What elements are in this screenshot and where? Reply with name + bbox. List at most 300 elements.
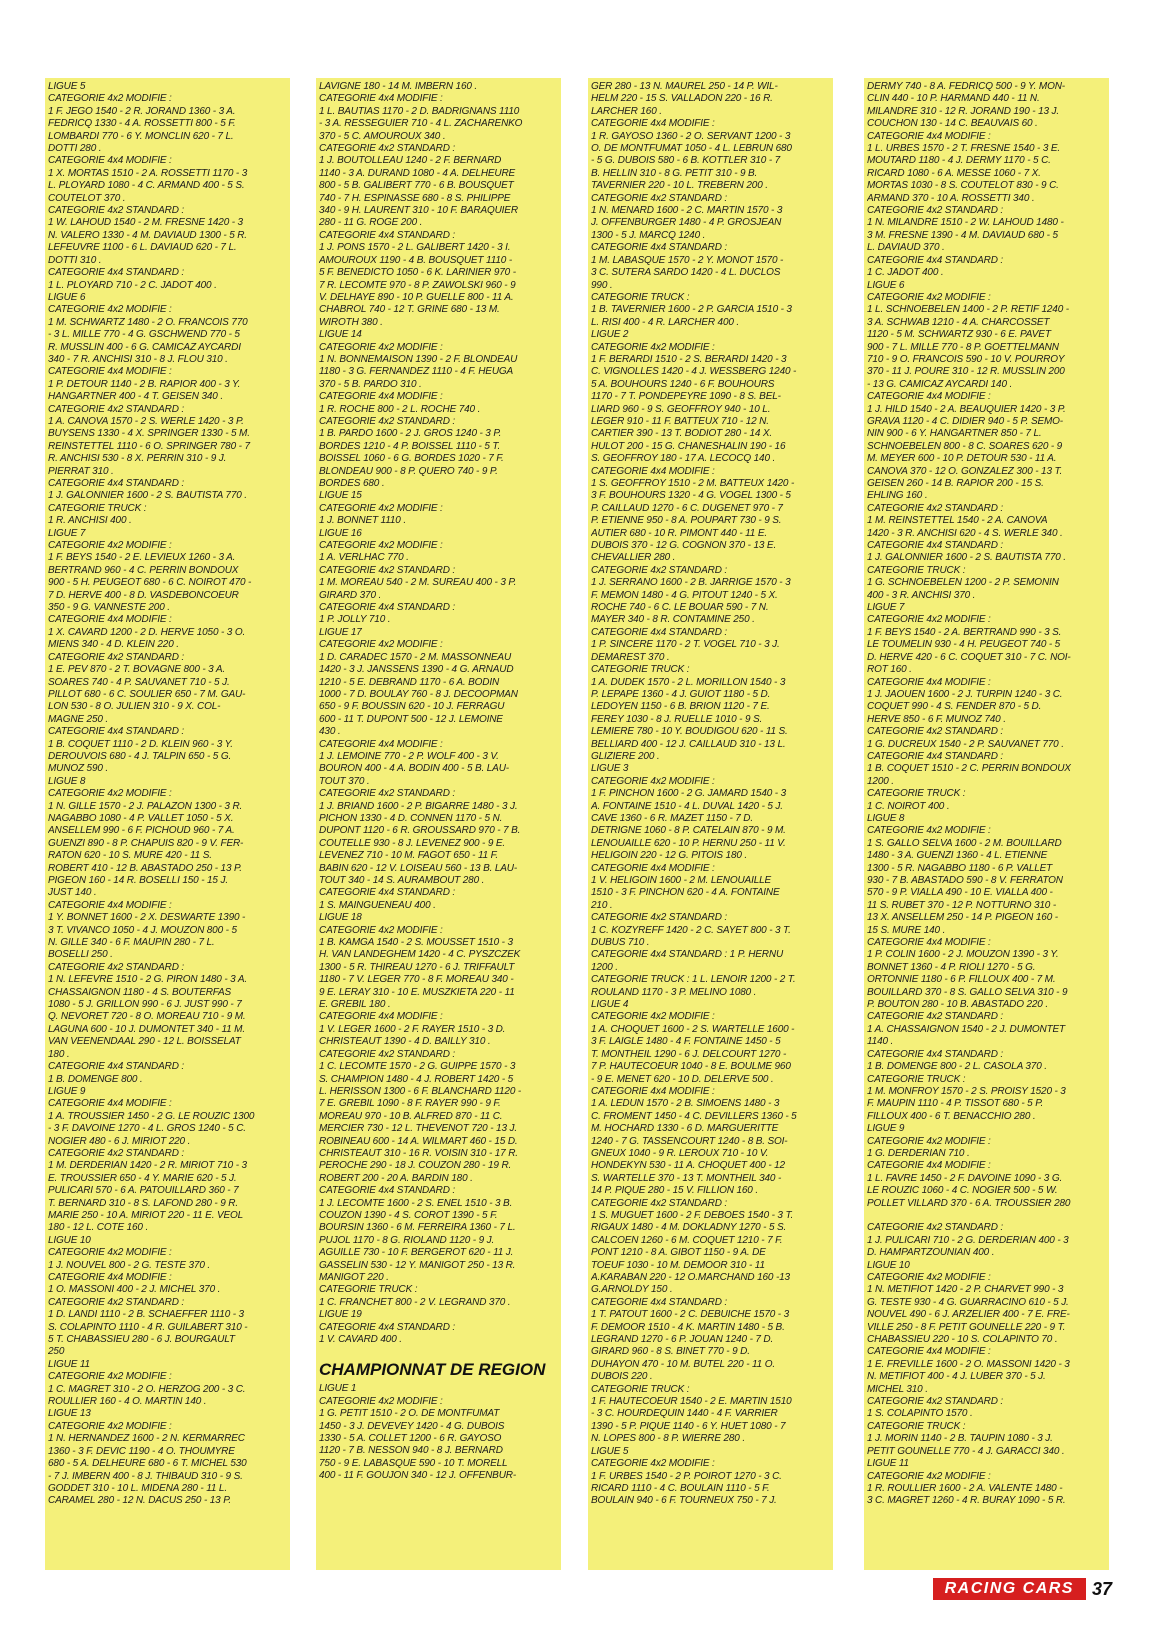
result-line: 680 - 5 A. DELHEURE 680 - 6 T. MICHEL 530 [48, 1458, 247, 1470]
result-line: LEVENEZ 710 - 10 M. FAGOT 650 - 11 F. [319, 850, 498, 862]
result-line: MOREAU 970 - 10 B. ALFRED 870 - 11 C. [319, 1110, 503, 1122]
result-line: DOTTI 280 . [48, 143, 102, 155]
result-line: ORTONNIE 1180 - 6 P. FILLOUX 400 - 7 M. [867, 974, 1056, 986]
result-line: PONT 1210 - 8 A. GIBOT 1150 - 9 A. DE [591, 1247, 766, 1259]
result-line: 180 - 12 L. COTE 160 . [48, 1222, 149, 1234]
result-line: CHEVALLIER 280 . [591, 552, 676, 564]
result-line: N. VALERO 1330 - 4 M. DAVIAUD 1300 - 5 R. [48, 229, 247, 241]
result-line: PIERRAT 310 . [48, 465, 114, 477]
result-line: 1 C. JADOT 400 . [867, 267, 944, 279]
result-line: CATEGORIE 4x4 MODIFIE : [319, 1011, 443, 1023]
result-line: PIGEON 160 - 14 R. BOSELLI 150 - 15 J. [48, 875, 228, 886]
result-line: CATEGORIE 4x4 MODIFIE : [48, 1098, 172, 1110]
result-line: TOEUF 1030 - 10 M. DEMOOR 310 - 11 [591, 1259, 765, 1271]
result-line: 11 S. RUBET 370 - 12 P. NOTTURNO 310 - [867, 899, 1056, 911]
result-line: - 3 F. DAVOINE 1270 - 4 L. GROS 1240 - 5 C. [48, 1123, 246, 1135]
result-line: S. WARTELLE 370 - 13 T. MONTHEIL 340 - [591, 1172, 782, 1184]
result-line: 750 - 9 E. LABASQUE 590 - 10 T. MORELL [319, 1457, 508, 1469]
result-line: MOUTARD 1180 - 4 J. DERMY 1170 - 5 C. [867, 155, 1051, 167]
result-line: 1 B. COQUET 1110 - 2 D. KLEIN 960 - 3 Y. [48, 738, 233, 750]
result-line: 1 J. JAOUEN 1600 - 2 J. TURPIN 1240 - 3 C. [867, 688, 1063, 700]
result-line: CATEGORIE 4x2 MODIFIE : [319, 924, 443, 936]
result-line: HONDEKYN 530 - 11 A. CHOQUET 400 - 12 [591, 1160, 785, 1172]
result-line: LIGUE 8 [867, 812, 905, 824]
column-4-lines [867, 81, 1106, 1508]
result-line: BLONDEAU 900 - 8 P. QUERO 740 - 9 P. [319, 465, 498, 477]
result-line: 1420 - 3 R. ANCHISI 620 - 4 S. WERLE 340 . [867, 527, 1063, 539]
result-line: 1 P. SINCERE 1170 - 2 T. VOGEL 710 - 3 J. [591, 639, 780, 651]
result-line: LEMIERE 780 - 10 Y. BOUDIGOU 620 - 11 S. [591, 726, 788, 738]
result-line: BABIN 620 - 12 V. LOISEAU 560 - 13 B. LAU- [319, 862, 518, 874]
result-line: S. GEOFFROY 180 - 17 A. LECOCQ 140 . [591, 453, 776, 465]
result-line: 430 . [319, 726, 341, 738]
result-line: 1140 - 3 A. DURAND 1080 - 4 A. DELHEURE [319, 167, 516, 179]
result-line: CATEGORIE 4x2 MODIFIE : [867, 825, 991, 837]
result-line: N. GILLE 340 - 6 F. MAUPIN 280 - 7 L. [48, 937, 215, 949]
result-line: T. BERNARD 310 - 8 S. LAFOND 280 - 9 R. [48, 1197, 238, 1209]
result-line: C. VIGNOLLES 1420 - 4 J. WESSBERG 1240 - [591, 366, 797, 378]
result-line: 250 [48, 1346, 65, 1358]
result-line: CATEGORIE 4x2 STANDARD : [867, 1222, 1004, 1234]
result-line: 5 F. BENEDICTO 1050 - 6 K. LARINIER 970 - [319, 267, 516, 279]
result-line: 1200 . [591, 961, 618, 973]
result-line: LIGUE 14 [319, 329, 362, 341]
result-line: - 7 J. IMBERN 400 - 8 J. THIBAUD 310 - 9 S. [48, 1470, 243, 1482]
result-line: 1080 - 5 J. GRILLON 990 - 6 J. JUST 990 - 7 [48, 999, 242, 1011]
result-line: MERCIER 730 - 12 L. THEVENOT 720 - 13 J. [319, 1123, 517, 1135]
result-line: 1 D. LANDI 1110 - 2 B. SCHAEFFER 1110 - 3 [48, 1309, 244, 1321]
result-line: CATEGORIE 4x4 STANDARD : [48, 267, 185, 279]
result-line: CATEGORIE 4x4 STANDARD : [591, 626, 728, 638]
result-line: 1 F. BEYS 1540 - 2 E. LEVIEUX 1260 - 3 A. [48, 552, 236, 564]
column-2-after-lines [319, 1383, 558, 1482]
result-line: CATEGORIE TRUCK : 1 L. LENOIR 1200 - 2 T. [591, 974, 796, 986]
result-line: 1240 - 7 G. TASSENCOURT 1240 - 8 B. SOI- [591, 1135, 788, 1147]
result-line: 1 S. GALLO SELVA 1600 - 2 M. BOUILLARD [867, 837, 1062, 849]
result-line: 1 P. COLIN 1600 - 2 J. MOUZON 1390 - 3 Y. [867, 949, 1059, 961]
result-line: CATEGORIE 4x2 STANDARD : [48, 205, 185, 217]
result-line: 1 R. GAYOSO 1360 - 2 O. SERVANT 1200 - 3 [591, 130, 791, 142]
result-line: 1 J. LEMOINE 770 - 2 P. WOLF 400 - 3 V. [319, 750, 499, 762]
result-line: CATEGORIE TRUCK : [867, 564, 966, 576]
result-line: CATEGORIE 4x2 MODIFIE : [591, 341, 715, 353]
result-line: 1330 - 5 A. COLLET 1200 - 6 R. GAYOSO [319, 1433, 502, 1445]
result-line: 1 N. MILANDRE 1510 - 2 W. LAHOUD 1480 - [867, 217, 1064, 229]
result-line: 900 - 5 H. PEUGEOT 680 - 6 C. NOIROT 470 - [48, 577, 252, 589]
result-line: CATEGORIE 4x2 MODIFIE : [319, 502, 443, 514]
result-line: LIGUE 11 [867, 1458, 909, 1470]
result-line: 1 F. JEGO 1540 - 2 R. JORAND 1360 - 3 A. [48, 105, 236, 117]
result-line: 370 - 5 B. PARDO 310 . [319, 378, 422, 390]
result-line: CARAMEL 280 - 12 N. DACUS 250 - 13 P. [48, 1495, 232, 1507]
result-line: 990 . [591, 279, 613, 291]
result-line: CATEGORIE 4x2 STANDARD : [867, 726, 1004, 738]
result-line: DUBUS 710 . [591, 937, 650, 949]
result-line: LIGUE 10 [867, 1259, 910, 1271]
result-line: 1 L. URBES 1570 - 2 T. FRESNE 1540 - 3 E. [867, 143, 1061, 155]
result-line: LIGUE 6 [48, 291, 86, 303]
result-line: CATEGORIE 4x4 STANDARD : [591, 242, 728, 254]
result-line: 1 R. ROCHE 800 - 2 L. ROCHE 740 . [319, 403, 481, 415]
result-line: 15 S. MURE 140 . [867, 924, 946, 936]
result-line: BERTRAND 960 - 4 C. PERRIN BONDOUX [48, 564, 239, 576]
result-line: GASSELIN 530 - 12 Y. MANIGOT 250 - 13 R. [319, 1259, 516, 1271]
result-line: LIGUE 9 [48, 1085, 86, 1097]
result-line: J. OFFENBURGER 1480 - 4 P. GROSJEAN [591, 217, 782, 229]
result-line: CARTIER 390 - 13 T. BODIOT 280 - 14 X. [591, 428, 773, 440]
result-line: COQUET 990 - 4 S. FENDER 870 - 5 D. [867, 701, 1042, 713]
result-line: CATEGORIE 4x2 MODIFIE : [48, 1247, 172, 1259]
result-line: CATEGORIE 4x4 STANDARD : [867, 540, 1004, 552]
result-line: LIGUE 17 [319, 626, 362, 638]
result-line: LIGUE 15 [319, 490, 362, 502]
result-line: 1 N. METIFIOT 1420 - 2 P. CHARVET 990 - 3 [867, 1284, 1064, 1296]
result-line: LE TOUMELIN 930 - 4 H. PEUGEOT 740 - 5 [867, 639, 1061, 651]
result-line: GRAVA 1120 - 4 C. DIDIER 940 - 5 P. SEMO- [867, 415, 1063, 427]
result-line: E. TROUSSIER 650 - 4 Y. MARIE 620 - 5 J. [48, 1172, 237, 1184]
result-line: LIGUE 13 [48, 1408, 91, 1420]
result-line: 14 P. PIQUE 280 - 15 V. FILLION 160 . [591, 1185, 758, 1197]
result-line: N. METIFIOT 400 - 4 J. LUBER 370 - 5 J. [867, 1371, 1046, 1383]
result-line: CATEGORIE 4x2 STANDARD : [48, 651, 185, 663]
result-line: 1 S. MUGUET 1600 - 2 F. DEBOES 1540 - 3 T. [591, 1209, 794, 1221]
result-line: 1 V. LEGER 1600 - 2 F. RAYER 1510 - 3 D. [319, 1023, 506, 1035]
result-line: PULICARI 570 - 6 A. PATOUILLARD 360 - 7 [48, 1185, 239, 1197]
result-line: BOURSIN 1360 - 6 M. FERREIRA 1360 - 7 L. [319, 1222, 516, 1234]
result-line: Q. NEVORET 720 - 8 O. MOREAU 710 - 9 M. [48, 1011, 246, 1023]
result-line: 1 J. PULICARI 710 - 2 G. DERDERIAN 400 - 3 [867, 1234, 1069, 1246]
result-line: O. DE MONTFUMAT 1050 - 4 L. LEBRUN 680 [591, 143, 792, 155]
result-line: 1180 - 7 V. LEGER 770 - 8 F. MOREAU 340 - [319, 974, 514, 986]
result-line: CATEGORIE 4x4 MODIFIE : [48, 899, 172, 911]
result-line: 400 - 3 R. ANCHISI 370 . [867, 589, 976, 601]
result-line: CATEGORIE 4x2 MODIFIE : [867, 1135, 991, 1147]
result-line: CATEGORIE 4x4 MODIFIE : [867, 391, 991, 403]
result-line: CATEGORIE 4x4 STANDARD : [867, 1048, 1004, 1060]
result-line: 1 Y. BONNET 1600 - 2 X. DESWARTE 1390 - [48, 912, 246, 924]
result-line: F. DEMOOR 1510 - 4 K. MARTIN 1480 - 5 B. [591, 1321, 785, 1333]
result-line: 1 T. PATOUT 1600 - 2 C. DEBUICHE 1570 - 3 [591, 1309, 790, 1321]
result-line: CATEGORIE 4x4 MODIFIE : [48, 366, 172, 378]
result-line: LIGUE 5 [591, 1445, 629, 1457]
result-line: ROULLIER 160 - 4 O. MARTIN 140 . [48, 1396, 207, 1408]
result-line: 1180 - 3 G. FERNANDEZ 1110 - 4 F. HEUGA [319, 366, 514, 378]
result-line: CATEGORIE 4x4 STANDARD : 1 P. HERNU [591, 949, 784, 961]
result-line: CATEGORIE 4x4 MODIFIE : [48, 614, 172, 626]
result-line: 1 J. BRIAND 1600 - 2 P. BIGARRE 1480 - 3 J. [319, 800, 518, 812]
result-line: 1 C. KOZYREFF 1420 - 2 C. SAYET 800 - 3 T. [591, 924, 791, 936]
result-line: M. HOCHARD 1330 - 6 D. MARGUERITTE [591, 1123, 779, 1135]
result-line: LIGUE 18 [319, 912, 362, 924]
result-line: HANGARTNER 400 - 4 T. GEISEN 340 . [48, 391, 223, 403]
result-line: CATEGORIE 4x2 MODIFIE : [319, 540, 443, 552]
result-line: NOUVEL 490 - 6 J. ARZELIER 400 - 7 E. FRE- [867, 1309, 1070, 1321]
result-line: 1 F. PINCHON 1600 - 2 G. JAMARD 1540 - 3 [591, 788, 787, 800]
result-line: CATEGORIE 4x4 STANDARD : [48, 1061, 185, 1073]
result-line: D. HAMPARTZOUNIAN 400 . [867, 1247, 995, 1259]
result-line: B. HELLIN 310 - 8 G. PETIT 310 - 9 B. [591, 167, 758, 179]
result-line: CATEGORIE 4x4 STANDARD : [867, 750, 1004, 762]
result-line: DUBOIS 370 - 12 G. COGNON 370 - 13 E. [591, 540, 777, 552]
result-line: LIGUE 6 [867, 279, 905, 291]
result-line: DEROUVOIS 680 - 4 J. TALPIN 650 - 5 G. [48, 750, 232, 762]
result-line: CHRISTEAUT 310 - 16 R. VOISIN 310 - 17 R. [319, 1147, 518, 1159]
result-line: 1 G. SCHNOEBELEN 1200 - 2 P. SEMONIN [867, 577, 1059, 589]
result-line: ROBERT 200 - 20 A. BARDIN 180 . [319, 1172, 473, 1184]
result-line: 1300 - 5 R. NAGABBO 1180 - 6 P. VALLET [867, 862, 1053, 874]
result-line: CATEGORIE 4x4 STANDARD : [48, 726, 185, 738]
result-line: 370 - 5 C. AMOUROUX 340 . [319, 130, 446, 142]
result-line: DUHAYON 470 - 10 M. BUTEL 220 - 11 O. [591, 1358, 775, 1370]
result-line: TAVERNIER 220 - 10 L. TREBERN 200 . [591, 180, 768, 192]
result-line: CATEGORIE 4x2 MODIFIE : [867, 1272, 991, 1283]
result-line: TOUT 370 . [319, 775, 370, 787]
result-line: 1 J. HILD 1540 - 2 A. BEAUQUIER 1420 - 3 P. [867, 403, 1066, 415]
result-line: P. BOUTON 280 - 10 B. ABASTADO 220 . [867, 999, 1048, 1011]
result-line: COUCHON 130 - 14 C. BEAUVAIS 60 . [867, 118, 1038, 130]
result-line: BONNET 1360 - 4 P. RIOLI 1270 - 5 G. [867, 961, 1036, 973]
result-line: LEFEUVRE 1100 - 6 L. DAVIAUD 620 - 7 L. [48, 242, 237, 254]
result-line: CATEGORIE 4x4 MODIFIE : [867, 130, 991, 142]
result-line: NIN 900 - 6 Y. HANGARTNER 850 - 7 L. [867, 428, 1042, 440]
result-line: LIGUE 1 [319, 1383, 357, 1395]
result-line: 1300 - 5 J. MARCQ 1240 . [591, 229, 706, 241]
result-line: DETRIGNE 1060 - 8 P. CATELAIN 870 - 9 M. [591, 825, 786, 837]
result-line: GEISEN 260 - 14 B. RAPIOR 200 - 15 S. [867, 478, 1044, 489]
result-line: CATEGORIE 4x2 MODIFIE : [591, 1458, 715, 1470]
result-line: CATEGORIE 4x2 STANDARD : [867, 1396, 1004, 1408]
result-line: 650 - 9 F. BOUSSIN 620 - 10 J. FERRAGU [319, 701, 505, 713]
result-line: 1 M. MOREAU 540 - 2 M. SUREAU 400 - 3 P. [319, 577, 517, 589]
result-line: 7 R. LECOMTE 970 - 8 P. ZAWOLSKI 960 - 9 [319, 279, 516, 291]
result-line: V. DELHAYE 890 - 10 P. GUELLE 800 - 11 A. [319, 291, 514, 303]
result-line: 1 S. MAINGUENEAU 400 . [319, 899, 436, 911]
result-line: CATEGORIE 4x4 STANDARD : [319, 1185, 456, 1197]
result-line: C. FROMENT 1450 - 4 C. DEVILLERS 1360 - 5 [591, 1110, 797, 1122]
result-line: 1420 - 3 J. JANSSENS 1390 - 4 G. ARNAUD [319, 664, 514, 676]
result-line: 1 M. MONFROY 1570 - 2 S. PROISY 1520 - 3 [867, 1085, 1066, 1097]
result-line: MORTAS 1030 - 8 S. COUTELOT 830 - 9 C. [867, 180, 1059, 192]
result-line: LIGUE 10 [48, 1234, 91, 1246]
result-line: TOUT 340 - 14 S. AURAMBOUT 280 . [319, 875, 485, 886]
result-line: 1 B. DOMENGE 800 - 2 L. CASOLA 370 . [867, 1061, 1047, 1073]
result-line: CATEGORIE 4x4 MODIFIE : [591, 465, 715, 477]
result-line: CATEGORIE 4x2 MODIFIE : [48, 304, 172, 316]
result-line: CATEGORIE TRUCK : [319, 1284, 418, 1296]
result-line: 1 E. FREVILLE 1600 - 2 O. MASSONI 1420 - 3 [867, 1358, 1070, 1370]
result-line: 1 J. BONNET 1110 . [319, 515, 406, 527]
result-line: 3 C. MAGRET 1260 - 4 R. BURAY 1090 - 5 R. [867, 1495, 1066, 1507]
result-line: CATEGORIE 4x4 MODIFIE : [867, 676, 991, 688]
result-line: WIROTH 380 . [319, 316, 383, 328]
result-line: R. ANCHISI 530 - 8 X. PERRIN 310 - 9 J. [48, 453, 227, 465]
result-line: CALCOEN 1260 - 6 M. COQUET 1210 - 7 F. [591, 1234, 783, 1246]
result-line: RICARD 1080 - 6 A. MESSE 1060 - 7 X. [867, 167, 1041, 179]
result-line: 400 - 11 F. GOUJON 340 - 12 J. OFFENBUR- [319, 1470, 517, 1482]
result-line: NAGABBO 1080 - 4 P. VALLET 1050 - 5 X. [48, 812, 234, 824]
result-line: 1360 - 3 F. DEVIC 1190 - 4 O. THOUMYRE [48, 1445, 235, 1457]
result-line: CATEGORIE 4x2 STANDARD : [48, 1296, 185, 1308]
result-line: 1 N. HERNANDEZ 1600 - 2 N. KERMARREC [48, 1433, 245, 1445]
result-line: CATEGORIE 4x4 MODIFIE : [591, 1085, 715, 1097]
result-line: 1 W. LAHOUD 1540 - 2 M. FRESNE 1420 - 3 [48, 217, 243, 229]
result-line: 570 - 9 P. VIALLA 490 - 10 E. VIALLA 400 - [867, 887, 1053, 899]
result-line: LIGUE 7 [48, 527, 86, 539]
result-line: CATEGORIE TRUCK : [867, 788, 966, 800]
result-line: 1 R. ROULLIER 1600 - 2 A. VALENTE 1480 - [867, 1482, 1063, 1494]
result-line: REINSTETTEL 1110 - 6 O. SPRINGER 780 - 7 [48, 440, 250, 452]
result-line: JUST 140 . [48, 887, 97, 899]
result-line: GIRARD 370 . [319, 589, 382, 601]
result-line: HELIGOIN 220 - 12 G. PITOIS 180 . [591, 850, 748, 862]
result-line: GIRARD 960 - 8 S. BINET 770 - 9 D. [591, 1346, 750, 1358]
result-line: MUNOZ 590 . [48, 763, 109, 775]
result-line: CATEGORIE 4x4 STANDARD : [48, 478, 185, 489]
result-line: CATEGORIE 4x2 MODIFIE : [591, 775, 715, 787]
result-line: MAGNE 250 . [48, 713, 109, 725]
result-line: LEGER 910 - 11 F. BATTEUX 710 - 12 N. [591, 415, 769, 427]
result-line: CATEGORIE 4x2 STANDARD : [319, 143, 456, 155]
result-line: LIGUE 3 [591, 763, 629, 775]
result-line: VAN VEENENDAAL 290 - 12 L. BOISSELAT [48, 1036, 241, 1048]
result-line: CATEGORIE 4x2 STANDARD : [319, 415, 456, 427]
result-line: 3 F. BOUHOURS 1320 - 4 G. VOGEL 1300 - 5 [591, 490, 791, 502]
result-line: LIGUE 2 [591, 329, 629, 341]
result-line: CATEGORIE 4x4 STANDARD : [319, 229, 456, 241]
result-line: 1 D. CARADEC 1570 - 2 M. MASSONNEAU [319, 651, 512, 663]
result-line: CATEGORIE 4x4 MODIFIE : [867, 1346, 991, 1358]
result-line: LOMBARDI 770 - 6 Y. MONCLIN 620 - 7 L. [48, 130, 234, 142]
result-line: 1 F. HAUTECOEUR 1540 - 2 E. MARTIN 1510 [591, 1396, 792, 1408]
result-line: ROCHE 740 - 6 C. LE BOUAR 590 - 7 N. [591, 602, 769, 614]
result-line: LIGUE 4 [591, 999, 629, 1011]
result-line: 1 J. LECOMTE 1600 - 2 S. ENEL 1510 - 3 B. [319, 1197, 513, 1209]
result-line: 1 B. KAMGA 1540 - 2 S. MOUSSET 1510 - 3 [319, 937, 513, 949]
result-line: 3 A. SCHWAB 1210 - 4 A. CHARCOSSET [867, 316, 1050, 328]
result-line: CATEGORIE 4x2 STANDARD : [867, 502, 1004, 514]
result-line: CATEGORIE 4x2 MODIFIE : [48, 540, 172, 552]
result-line: CATEGORIE 4x2 MODIFIE : [591, 1011, 715, 1023]
result-line: 1 M. SCHWARTZ 1480 - 2 O. FRANCOIS 770 [48, 316, 248, 328]
result-line: 1 E. PEV 870 - 2 T. BOVAGNE 800 - 3 A. [48, 664, 225, 676]
result-line: 1 N. GILLE 1570 - 2 J. PALAZON 1300 - 3 R. [48, 800, 243, 812]
result-line: LIGUE 9 [867, 1123, 905, 1135]
result-line: SCHNOEBELEN 800 - 8 C. SOARES 620 - 9 [867, 440, 1063, 452]
result-line: L. RISI 400 - 4 R. LARCHER 400 . [591, 316, 740, 328]
result-line: 1 F. URBES 1540 - 2 P. POIROT 1270 - 3 C. [591, 1470, 782, 1482]
result-line: 180 . [48, 1048, 70, 1060]
result-line: EHLING 160 . [867, 490, 928, 502]
result-line: 1 B. TAVERNIER 1600 - 2 P. GARCIA 1510 - 3 [591, 304, 792, 316]
result-line: MANIGOT 220 . [319, 1272, 389, 1283]
result-line: CATEGORIE 4x4 STANDARD : [319, 1321, 456, 1333]
result-line: 600 - 11 T. DUPONT 500 - 12 J. LEMOINE [319, 713, 503, 725]
result-line: LIGUE 5 [48, 81, 86, 92]
result-line: COUTELOT 370 . [48, 192, 126, 204]
result-line: 1 S. GEOFFROY 1510 - 2 M. BATTEUX 1420 - [591, 478, 795, 489]
result-line: 1450 - 3 J. DEVEVEY 1420 - 4 G. DUBOIS [319, 1420, 505, 1432]
result-line: 7 D. HERVE 400 - 8 D. VASDEBONCOEUR [48, 589, 239, 601]
result-line: CATEGORIE 4x2 STANDARD : [591, 1197, 728, 1209]
result-line: CATEGORIE TRUCK : [867, 1073, 966, 1085]
result-line: LIGUE 8 [48, 775, 86, 787]
result-line: CATEGORIE TRUCK : [591, 291, 690, 303]
result-line: CATEGORIE 4x4 MODIFIE : [867, 937, 991, 949]
result-line: AUTIER 680 - 10 R. PIMONT 440 - 11 E. [591, 527, 767, 539]
result-line: 1390 - 5 P. PIQUE 1140 - 6 Y. HUET 1080 - 7 [591, 1420, 786, 1432]
result-line: - 3 A. RESSEGUIER 710 - 4 L. ZACHARENKO [319, 118, 523, 130]
result-line: CATEGORIE 4x2 STANDARD : [867, 205, 1004, 217]
result-line: T. MONTHEIL 1290 - 6 J. DELCOURT 1270 - [591, 1048, 787, 1060]
result-line: CLIN 440 - 10 P. HARMAND 440 - 11 N. [867, 93, 1040, 105]
result-line: 1 L. BAUTIAS 1170 - 2 D. BADRIGNANS 1110 [319, 105, 520, 117]
result-line: CATEGORIE 4x4 STANDARD : [591, 1296, 728, 1308]
result-line: N. LOPES 800 - 8 P. WIERRE 280 . [591, 1433, 745, 1445]
result-line: LIARD 960 - 9 S. GEOFFROY 940 - 10 L. [591, 403, 771, 415]
result-line: GODDET 310 - 10 L. MIDENA 280 - 11 L. [48, 1482, 227, 1494]
result-line: DUBOIS 220 . [591, 1371, 653, 1383]
result-line: 1 P. JOLLY 710 . [319, 614, 391, 626]
result-line: - 5 G. DUBOIS 580 - 6 B. KOTTLER 310 - 7 [591, 155, 781, 167]
result-line: CATEGORIE 4x2 MODIFIE : [319, 341, 443, 353]
result-line: MIENS 340 - 4 D. KLEIN 220 . [48, 639, 179, 651]
result-line: CATEGORIE 4x2 MODIFIE : [867, 291, 991, 303]
result-line: CATEGORIE 4x4 STANDARD : [867, 254, 1004, 266]
result-line: LAGUNA 600 - 10 J. DUMONTET 340 - 11 M. [48, 1023, 245, 1035]
result-line: CATEGORIE 4x4 MODIFIE : [48, 155, 172, 167]
result-line: 5 A. BOUHOURS 1240 - 6 F. BOUHOURS [591, 378, 775, 390]
result-line: 800 - 5 B. GALIBERT 770 - 6 B. BOUSQUET [319, 180, 514, 192]
result-line: HULOT 200 - 15 G. CHANESHALIN 190 - 16 [591, 440, 786, 452]
result-line: LARCHER 160 . [591, 105, 662, 117]
result-line: SOARES 740 - 4 P. SAUVANET 710 - 5 J. [48, 676, 230, 688]
results-column-3 [588, 78, 833, 1570]
result-line: 1 J. MORIN 1140 - 2 B. TAUPIN 1080 - 3 J. [867, 1433, 1053, 1445]
result-line: LIGUE 7 [867, 602, 905, 614]
result-line: CATEGORIE 4x2 STANDARD : [591, 564, 728, 576]
result-line: 1 A. CANOVA 1570 - 2 S. WERLE 1420 - 3 P. [48, 415, 244, 427]
result-line: 1 J. SERRANO 1600 - 2 B. JARRIGE 1570 - 3 [591, 577, 791, 589]
result-line: BOUILLARD 370 - 8 S. GALLO SELVA 310 - 9 [867, 986, 1068, 998]
result-line: 1 C. LECOMTE 1570 - 2 G. GUIPPE 1570 - 3 [319, 1061, 516, 1073]
magazine-logo: RACING CARS [933, 1578, 1086, 1600]
result-line: CHASSAIGNON 1180 - 4 S. BOUTERFAS [48, 986, 232, 998]
result-line: LIGUE 19 [319, 1309, 362, 1321]
result-line: F. MAUPIN 1110 - 4 P. TISSOT 680 - 5 P. [867, 1098, 1044, 1110]
result-line: ROT 160 . [867, 664, 912, 676]
result-line: CATEGORIE 4x4 MODIFIE : [319, 93, 443, 105]
result-line: 7 P. HAUTECOEUR 1040 - 8 E. BOULME 960 [591, 1061, 791, 1073]
result-line: MILANDRE 310 - 12 R. JORAND 190 - 13 J. [867, 105, 1059, 117]
result-line: LENOUAILLE 620 - 10 P. HERNU 250 - 11 V. [591, 837, 786, 849]
result-line: CATEGORIE 4x2 STANDARD : [319, 1048, 456, 1060]
result-line: 1 B. PARDO 1600 - 2 J. GROS 1240 - 3 P. [319, 428, 502, 440]
result-line: G.ARNOLDY 150 . [591, 1284, 673, 1296]
result-line: ANSELLEM 990 - 6 F. PICHOUD 960 - 7 A. [48, 825, 235, 837]
result-line: RICARD 1110 - 4 C. BOULAIN 1110 - 5 F. [591, 1482, 770, 1494]
result-line: 340 - 7 R. ANCHISI 310 - 8 J. FLOU 310 . [48, 353, 228, 365]
result-line: CATEGORIE TRUCK : [867, 1420, 966, 1432]
result-line: M. MEYER 600 - 10 P. DETOUR 530 - 11 A. [867, 453, 1057, 465]
result-line: 1 J. PONS 1570 - 2 L. GALIBERT 1420 - 3 I. [319, 242, 511, 254]
result-line: LAVIGNE 180 - 14 M. IMBERN 160 . [319, 81, 478, 92]
result-line: 1 N. LEFEVRE 1510 - 2 G. PIRON 1480 - 3 A. [48, 974, 247, 986]
result-line: COUTELLE 930 - 8 J. LEVENEZ 900 - 9 E. [319, 837, 506, 849]
result-line: 740 - 7 H. ESPINASSE 680 - 8 S. PHILIPPE [319, 192, 511, 204]
result-line: CATEGORIE 4x2 STANDARD : [48, 1147, 185, 1159]
result-line: CATEGORIE TRUCK : [48, 502, 147, 514]
result-line: 1 C. FRANCHET 800 - 2 V. LEGRAND 370 . [319, 1296, 511, 1308]
